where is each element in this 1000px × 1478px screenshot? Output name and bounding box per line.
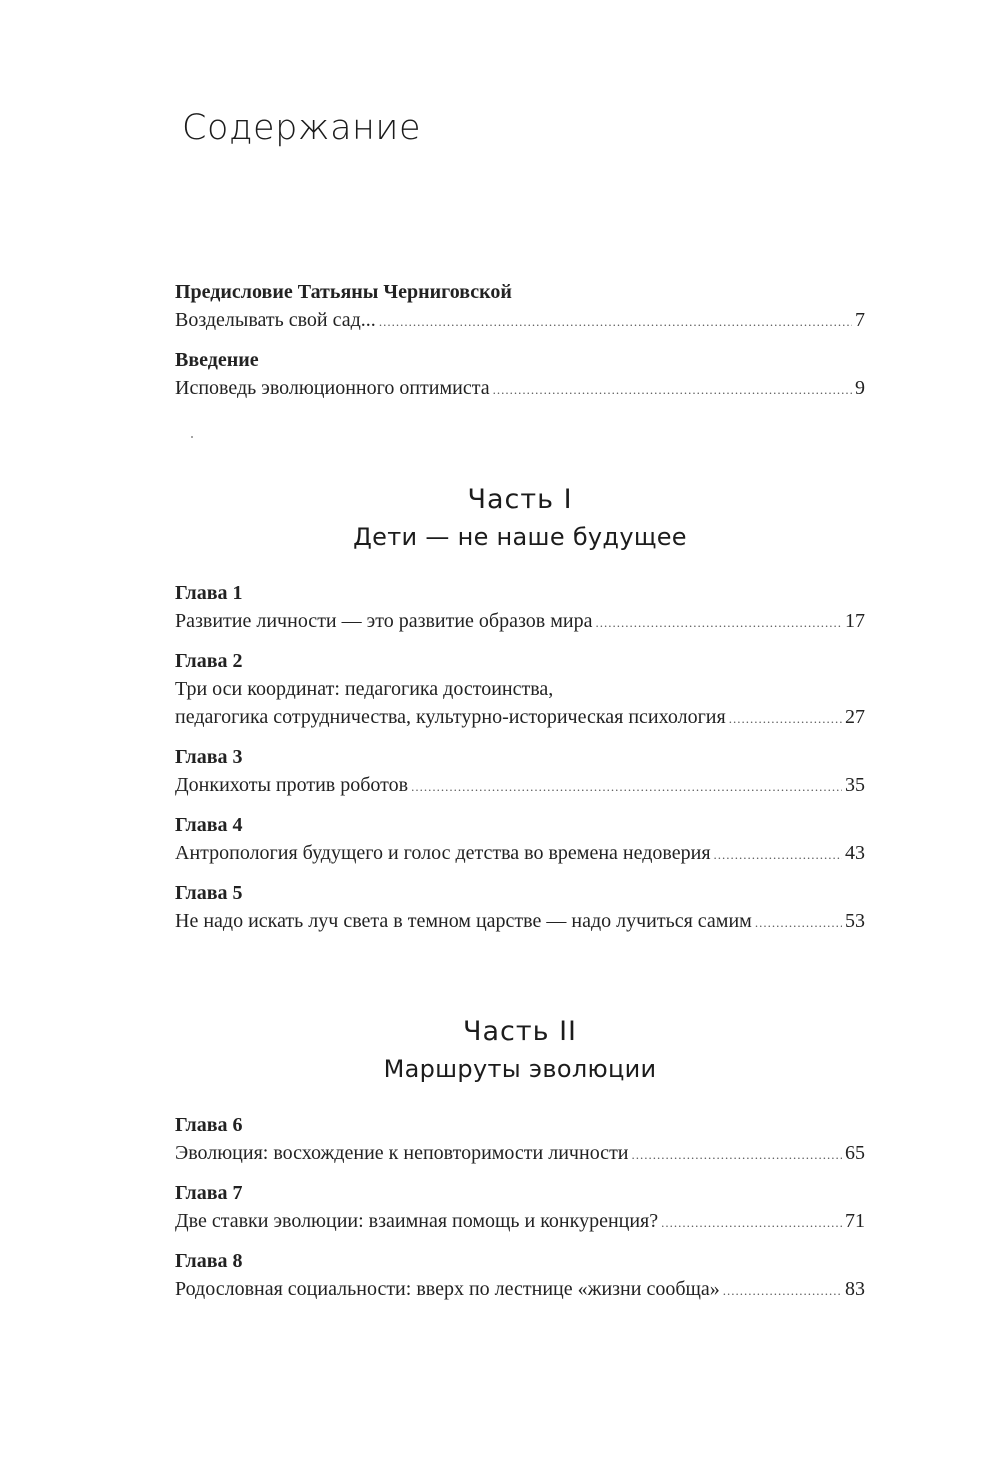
dot-leader [723,1277,842,1305]
dot-leader [661,1209,842,1237]
dot-leader [729,705,842,733]
page-number: 65 [845,1142,865,1164]
toc-entry-introduction[interactable] [175,346,865,402]
part-2-header [0,1014,1000,1088]
entry-title: Антропология будущего и голос детства во времена недоверия [175,842,711,864]
entry-heading: Введение [175,349,259,371]
entry-heading: Глава 2 [175,650,243,672]
entry-title: Донкихоты против роботов [175,774,409,796]
entry-title: Развитие личности — это развитие образов мира [175,610,593,632]
dot-leader [714,841,842,869]
entry-title: Не надо искать луч света в темном царстве — надо лучиться самим [175,910,752,932]
entry-line [175,1207,865,1235]
entry-title: педагогика сотрудничества, культурно-историческая психология [175,706,726,728]
entry-line [175,374,865,402]
entry-line [175,703,865,731]
toc-entry-chapter-4[interactable] [175,811,865,867]
part-label: Часть II [462,1016,578,1047]
toc-entry-chapter-5[interactable] [175,879,865,935]
page-title: Содержание [182,108,422,148]
toc-entry-chapter-1[interactable] [175,579,865,635]
page-number: 9 [855,377,865,399]
entry-title: Родословная социальности: вверх по лестнице «жизни сообща» [175,1278,720,1300]
entry-line [175,839,865,867]
part-label: Часть I [467,484,573,515]
entry-line [175,607,865,635]
entry-line [175,907,865,935]
toc-entry-chapter-8[interactable] [175,1247,865,1303]
entry-heading: Глава 3 [175,746,243,768]
entry-title: Исповедь эволюционного оптимиста [175,377,490,399]
toc-entry-chapter-7[interactable] [175,1179,865,1235]
entry-heading: Глава 4 [175,814,243,836]
entry-line [175,771,865,799]
entry-heading: Предисловие Татьяны Черниговской [175,281,512,303]
dot-leader [493,376,852,404]
part-1-header [0,482,1000,556]
page-number: 27 [845,706,865,728]
toc-entry-chapter-3[interactable] [175,743,865,799]
entry-title-line-1: Три оси координат: педагогика достоинства, [175,678,554,700]
entry-heading: Глава 1 [175,582,243,604]
dot-leader [755,909,842,937]
page-number: 7 [855,309,865,331]
print-speck [191,436,193,438]
toc-entry-chapter-2[interactable] [175,647,865,731]
page-number: 43 [845,842,865,864]
entry-heading: Глава 5 [175,882,243,904]
toc-entry-preface[interactable] [175,278,865,334]
page-number: 17 [845,610,865,632]
dot-leader [411,773,842,801]
part-title: Дети — не наше будущее [353,523,687,551]
dot-leader [632,1141,842,1169]
entry-line [175,1275,865,1303]
entry-heading: Глава 7 [175,1182,243,1204]
dot-leader [379,308,852,336]
entry-title: Две ставки эволюции: взаимная помощь и конкуренция? [175,1210,659,1232]
entry-line [175,306,865,334]
entry-title: Эволюция: восхождение к неповторимости личности [175,1142,629,1164]
entry-heading: Глава 8 [175,1250,243,1272]
entry-line [175,1139,865,1167]
entry-title: Возделывать свой сад... [175,309,376,331]
toc-entry-chapter-6[interactable] [175,1111,865,1167]
part-title: Маршруты эволюции [383,1055,657,1083]
dot-leader [595,609,842,637]
page-number: 83 [845,1278,865,1300]
page-number: 53 [845,910,865,932]
entry-heading: Глава 6 [175,1114,243,1136]
page-number: 35 [845,774,865,796]
page-number: 71 [845,1210,865,1232]
